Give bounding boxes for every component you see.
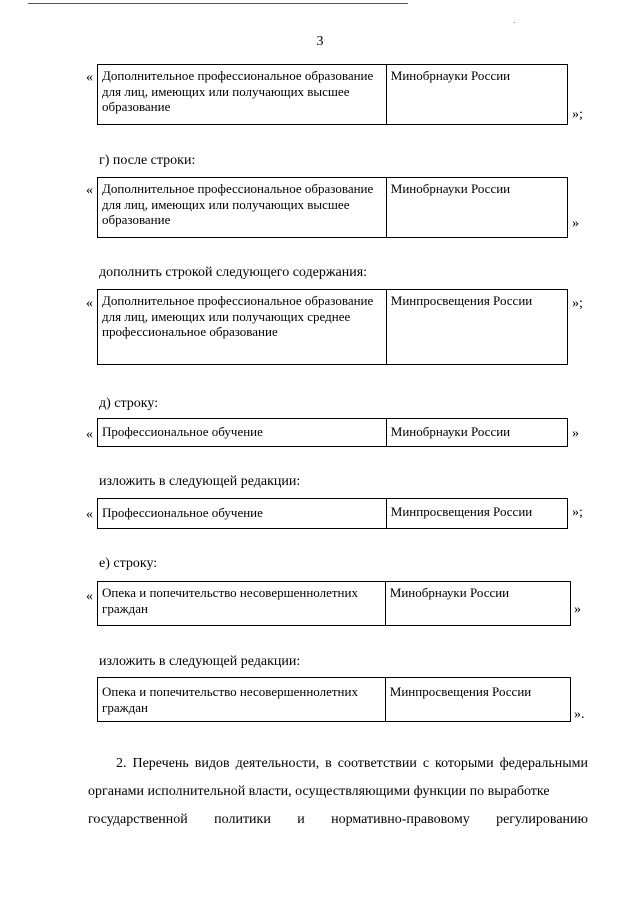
ministry-cell: Минобрнауки России bbox=[390, 424, 511, 439]
word: государственной bbox=[88, 812, 188, 827]
ministry-cell: Минобрнауки России bbox=[389, 585, 510, 600]
open-quote: « bbox=[86, 507, 93, 522]
word: и bbox=[297, 812, 305, 827]
table-row bbox=[97, 177, 568, 238]
close-quote: » bbox=[572, 216, 579, 231]
top-border-line bbox=[28, 3, 408, 4]
activity-cell: Опека и попечительство несовершеннолетних граждан bbox=[98, 582, 386, 625]
activity-cell: Опека и попечительство несовершеннолетних граждан bbox=[98, 678, 386, 721]
activity-cell: Дополнительное профессиональное образование для лиц, имеющих или получающих среднее профессиональное образование bbox=[98, 290, 387, 364]
scan-speck bbox=[514, 22, 515, 23]
activity-cell: Профессиональное обучение bbox=[98, 419, 387, 446]
open-quote: « bbox=[86, 70, 93, 85]
ministry-cell: Минпросвещения России bbox=[390, 504, 533, 519]
paragraph-edit2: изложить в следующей редакции: bbox=[99, 654, 301, 669]
open-quote: « bbox=[86, 183, 93, 198]
table-row bbox=[97, 289, 568, 365]
close-quote: »; bbox=[572, 107, 583, 122]
ministry-cell: Минпросвещения России bbox=[390, 293, 533, 308]
activity-cell: Профессиональное обучение bbox=[98, 499, 387, 528]
close-quote: »; bbox=[572, 296, 583, 311]
paragraph-e: е) строку: bbox=[99, 556, 158, 571]
table-row bbox=[97, 677, 571, 722]
table-row bbox=[97, 581, 571, 626]
section-2-text: 2. Перечень видов деятельности, в соответствии с которыми федеральными органами исполнительной власти, осуществляющими функции по выработке bbox=[88, 756, 588, 799]
close-quote: ». bbox=[574, 707, 585, 722]
ministry-cell: Минобрнауки России bbox=[390, 68, 511, 83]
table-row bbox=[97, 418, 568, 447]
open-quote: « bbox=[86, 589, 93, 604]
close-quote: » bbox=[574, 602, 581, 617]
paragraph-add: дополнить строкой следующего содержания: bbox=[99, 265, 368, 280]
section-2-last-line bbox=[88, 806, 588, 834]
page-number: 3 bbox=[316, 34, 324, 49]
open-quote: « bbox=[86, 427, 93, 442]
section-2-paragraph bbox=[88, 750, 588, 834]
activity-cell: Дополнительное профессиональное образование для лиц, имеющих или получающих высшее образование bbox=[98, 65, 387, 124]
ministry-cell: Минпросвещения России bbox=[389, 684, 532, 699]
word: политики bbox=[214, 812, 271, 827]
table-row bbox=[97, 498, 568, 529]
paragraph-d: д) строку: bbox=[99, 396, 159, 411]
word: нормативно-правовому bbox=[331, 812, 470, 827]
paragraph-g: г) после строки: bbox=[99, 153, 196, 168]
table-row bbox=[97, 64, 568, 125]
open-quote: « bbox=[86, 296, 93, 311]
close-quote: » bbox=[572, 426, 579, 441]
close-quote: »; bbox=[572, 505, 583, 520]
ministry-cell: Минобрнауки России bbox=[390, 181, 511, 196]
paragraph-edit1: изложить в следующей редакции: bbox=[99, 474, 301, 489]
word: регулированию bbox=[496, 812, 588, 827]
activity-cell: Дополнительное профессиональное образование для лиц, имеющих или получающих высшее образование bbox=[98, 178, 387, 237]
